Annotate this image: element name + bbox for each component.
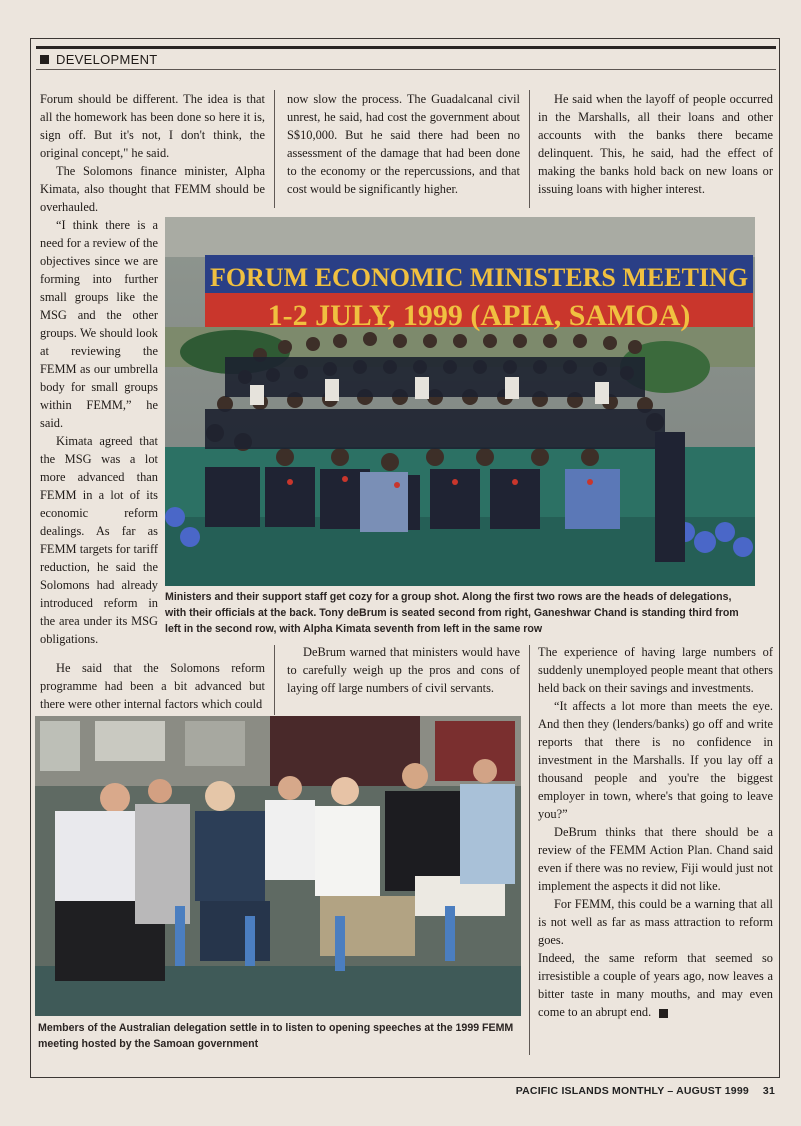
paragraph: now slow the process. The Guadalcanal civil unrest, he said, had cost the government about S$10,000. But he said there had been no assessment of the damage that had been done to the economy or the repercussions, and that cost would be significantly higher. (287, 92, 520, 196)
col-c-top (538, 90, 773, 198)
paragraph: He said when the layoff of people occurred in the Marshalls, all their loans and other accounts with the banks there became delinquent. This, he said, had the effect of making the banks hold back on new loans or issuing loans with higher interest. (538, 92, 773, 196)
paragraph: “I think there is a need for a review of the objectives since we are forming into further small groups like the MSG and the other groups. We should look at reviewing the FEMM as our umbrella body for small groups within FEMM,” he said. (40, 218, 158, 430)
group-photo-image (165, 217, 755, 586)
banner-line2: 1-2 JULY, 1999 (APIA, SAMOA) (267, 299, 691, 332)
delegation-photo-image (35, 716, 521, 1016)
narrow-column (40, 216, 158, 648)
paragraph: The Solomons finance minister, Alpha Kimata, also thought that FEMM should be overhauled. (40, 164, 265, 214)
column-rule (274, 645, 275, 715)
column-rule (529, 90, 530, 208)
header-subrule (36, 69, 776, 70)
paragraph: The experience of having large numbers of suddenly unemployed people meant that others held back on their savings and investments. (538, 645, 773, 695)
col-b-mid (287, 643, 520, 697)
caption-top (165, 589, 755, 637)
caption-bottom (38, 1020, 522, 1052)
paragraph: DeBrum thinks that there should be a review of the FEMM Action Plan. Chand said even if there was no review, Fiji would just not implement the aspects it did not like. (538, 825, 773, 893)
banner-line1: FORUM ECONOMIC MINISTERS MEETING (209, 263, 749, 292)
paragraph: Forum should be different. The idea is that all the homework has been done so here it is, sign off. But it's not, I don't think, the original concept," he said. (40, 92, 265, 160)
caption-bottom-text: Members of the Australian delegation settle in to listen to opening speeches at the 1999 FEMM meeting hosted by the Samoan government (38, 1022, 514, 1050)
paragraph: DeBrum warned that ministers would have to carefully weigh up the pros and cons of laying off large numbers of civil servants. (287, 645, 520, 695)
page-footer (516, 1085, 775, 1097)
column-rule (274, 90, 275, 208)
section-square-icon (40, 55, 49, 64)
section-title: DEVELOPMENT (56, 51, 158, 67)
paragraph: Kimata agreed that the MSG was a lot more advanced than FEMM in a lot of its economic reform dealings. As far as FEMM targets for tariff reduction, he said the Solomons had already introduced reform in the area under its MSG obligations. (40, 434, 158, 646)
col-c-bottom (538, 643, 773, 1021)
end-square-icon (659, 1009, 668, 1018)
col-a-mid (40, 659, 265, 713)
header-rule (36, 46, 776, 49)
section-header (40, 51, 158, 67)
group-photo (165, 217, 755, 586)
col-a-top (40, 90, 265, 216)
paragraph: He said that the Solomons reform programme had been a bit advanced but there were other internal factors which could (40, 661, 265, 711)
column-rule (529, 645, 530, 1055)
delegation-photo (35, 716, 521, 1016)
col-b-top (287, 90, 520, 198)
paragraph: Indeed, the same reform that seemed so irresistible a couple of years ago, now leaves a bitter taste in many mouths, and may even come to an abrupt end. (538, 951, 773, 1019)
paragraph: “It affects a lot more than meets the eye. And then they (lenders/banks) go off and write reports that there is no confidence in investment in the Marshalls. If you lay off a thousand people and you're the biggest employer in town, where's that going to leave you?” (538, 699, 773, 821)
footer-publication: PACIFIC ISLANDS MONTHLY – AUGUST 1999 (515, 1085, 749, 1097)
paragraph: For FEMM, this could be a warning that all is not well as far as mass attraction to reform goes. (538, 897, 773, 947)
page-number: 31 (762, 1085, 775, 1097)
caption-top-text: Ministers and their support staff get cozy for a group shot. Along the first two rows are the heads of delegations, with their officials at the back. Tony deBrum is seated second from right, Ganeshwar Chand is standing third from left in the second row, with Alpha Kimata seventh from left in the same row (165, 591, 739, 635)
